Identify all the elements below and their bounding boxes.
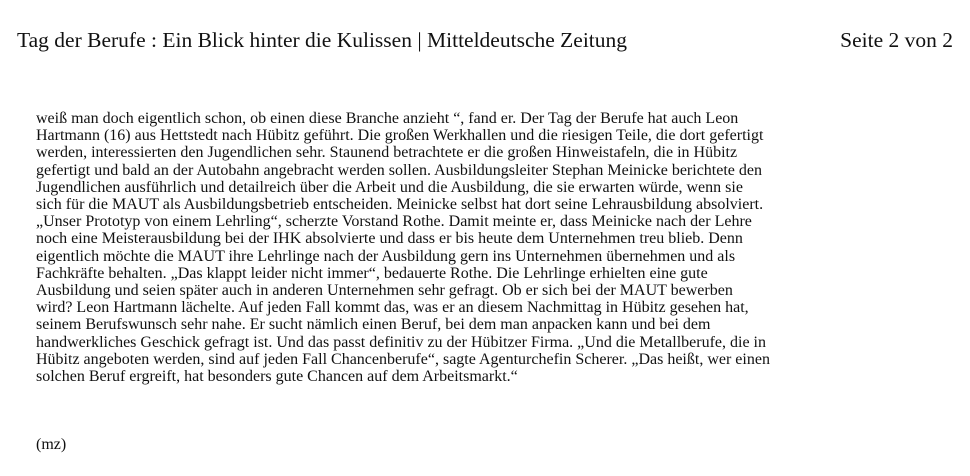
article-line: Hübitz angeboten werden, sind auf jeden Fall Chancenberufe“, sagte Agenturchefin Scherer. „Das heißt, wer einen bbox=[36, 350, 770, 368]
page-title: Tag der Berufe : Ein Blick hinter die Kulissen | Mitteldeutsche Zeitung bbox=[17, 28, 628, 52]
article-line: sich für die MAUT als Ausbildungsbetrieb entscheiden. Meinicke selbst hat dort seine Lehrausbildung absolviert. bbox=[36, 196, 764, 214]
article-line: Fachkräfte behalten. „Das klappt leider nicht immer“, bedauerte Rothe. Die Lehrlinge erhielten eine gute bbox=[36, 264, 708, 282]
article-line: handwerkliches Geschick gefragt ist. Und das passt definitiv zu der Hübitzer Firma. „Und die Metallberufe, die in bbox=[36, 333, 766, 351]
article-line: seinem Berufswunsch sehr nahe. Er sucht nämlich einen Beruf, bei dem man anpacken kann und bei dem bbox=[36, 316, 711, 334]
article-line: weiß man doch eigentlich schon, ob einen diese Branche anzieht “, fand er. Der Tag der Berufe hat auch Leon bbox=[36, 110, 739, 127]
article-line: „Unser Prototyp von einem Lehrling“, scherzte Vorstand Rothe. Damit meinte er, dass Meinicke nach der Lehre bbox=[36, 213, 752, 231]
author-credit: (mz) bbox=[36, 436, 67, 453]
article-line: gefertigt und bald an der Autobahn angebracht werden sollen. Ausbildungsleiter Stephan Meinicke berichtete den bbox=[36, 161, 762, 179]
article-line: Jugendlichen ausführlich und detailreich über die Arbeit und die Ausbildung, die sie erwarten würde, wenn sie bbox=[36, 178, 743, 196]
article-line: Hartmann (16) aus Hettstedt nach Hübitz geführt. Die großen Werkhallen und die riesigen Teile, die dort gefertigt bbox=[36, 127, 764, 145]
article-line: wird? Leon Hartmann lächelte. Auf jeden Fall kommt das, was er an diesem Nachmittag in Hübitz gesehen hat, bbox=[36, 299, 749, 317]
page-indicator: Seite 2 von 2 bbox=[840, 28, 953, 52]
page-header bbox=[17, 28, 953, 58]
article-line: solchen Beruf ergreift, hat besonders gute Chancen auf dem Arbeitsmarkt.“ bbox=[36, 368, 518, 386]
article-line: eigentlich möchte die MAUT ihre Lehrlinge nach der Ausbildung gern ins Unternehmen übernehmen und als bbox=[36, 247, 736, 265]
article-line: Ausbildung und seien später auch in anderen Unternehmen sehr gefragt. Ob er sich bei der MAUT bewerben bbox=[36, 282, 733, 300]
article-line: werden, interessierten den Jugendlichen sehr. Staunend betrachtete er die großen Hinweistafeln, die in Hübitz bbox=[36, 144, 738, 162]
article-body bbox=[36, 110, 936, 385]
article-line: noch eine Meisterausbildung bei der IHK absolvierte und dass er bis heute dem Unternehmen treu blieb. Denn bbox=[36, 230, 743, 248]
